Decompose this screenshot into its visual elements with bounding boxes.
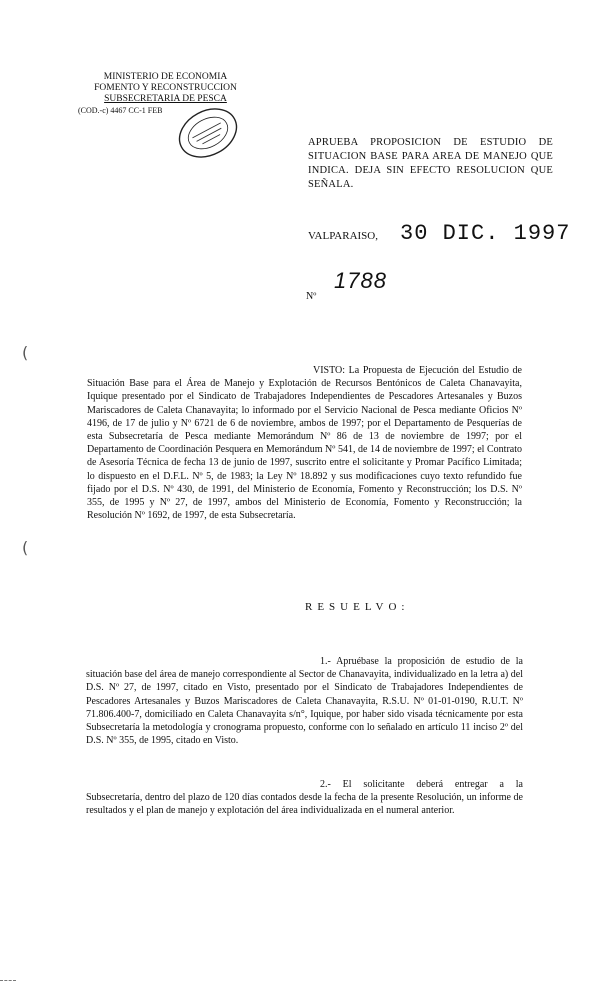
resolution-subject: APRUEBA PROPOSICION DE ESTUDIO DE SITUACION BASE PARA AREA DE MANEJO QUE INDICA. DEJA SIN EFECTO RESOLUCION QUE SEÑALA. [308, 137, 553, 190]
punch-hole-mark-1: ( [22, 343, 29, 362]
resuelvo-heading: RESUELVO: [305, 601, 410, 613]
visto-paragraph: VISTO: La Propuesta de Ejecución del Estudio de Situación Base para el Área de Manejo y Explotación de Recursos Bentónicos de Caleta Chanavayita, Iquique presentado por el Sindicato de Trabajadores Independientes de Pescadores Artesanales y Buzos Mariscadores de Caleta Chanavayita; lo informado por el Servicio Nacional de Pesca mediante Oficios Nº 4196, de 17 de julio y Nº 6721 de 6 de noviembre, ambos de 1997; por el Departamento de Pesquerías de esta Subsecretaría de Pesca mediante Memorándum Nº 86 de 13 de noviembre de 1997; por el Departamento de Coordinación Pesquera en Memorándum Nº 541, de 14 de noviembre de 1997; el Contrato de Asesoría Técnica de fecha 13 de junio de 1997, suscrito entre el solicitante y Promar Pacífico Limitada; lo dispuesto en el D.F.L. Nº 5, de 1983; la Ley Nº 18.892 y sus modificaciones cuyo texto refundido fue fijado por el D.S. Nº 430, de 1991, del Ministerio de Economía, Fomento y Reconstrucción; los D.S. Nº 355, de 1995 y Nº 27, de 1997, ambos del Ministerio de Economía, Fomento y Reconstrucción; la Resolución Nº 1692, de 1997, de esta Subsecretaría. [87, 365, 522, 522]
header-line-4: (COD.-c) 4467 CC-1 FEB [78, 106, 163, 115]
resolution-number: 1788 [334, 268, 387, 293]
resolution-date: 30 DIC. 1997 [400, 221, 571, 246]
place-label: VALPARAISO, [308, 230, 378, 242]
header-line-3: SUBSECRETARIA DE PESCA [104, 94, 227, 104]
header-line-1: MINISTERIO DE ECONOMIA [103, 72, 228, 82]
article-2-paragraph: 2.- El solicitante deberá entregar a la Subsecretaría, dentro del plazo de 120 días contados desde la fecha de la presente Resolución, un informe de resultados y el plan de manejo y explotación del área individualizada en el numeral anterior. [86, 779, 523, 817]
scan-edge-line [0, 980, 16, 982]
number-label: Nº [306, 291, 317, 302]
punch-hole-mark-2: ( [22, 538, 29, 557]
official-stamp-icon [168, 102, 248, 164]
article-1-paragraph: 1.- Apruébase la proposición de estudio de la situación base del área de manejo correspondiente al Sector de Chanavayita, individualizado en la letra a) del D.S. Nº 27, de 1997, citado en Visto, presentado por el Sindicato de Trabajadores Independientes de Pescadores Artesanales y Buzos Mariscadores de Caleta Chanavayita, R.S.U. Nº 01-01-0190, R.U.T. Nº 71.806.400-7, domiciliado en Caleta Chanavayita s/n°, Iquique, por haber sido visada técnicamente por esta Subsecretaría la metodología y cronograma propuesto, conforme con lo señalado en artículo 11 inciso 2º del D.S. Nº 355, de 1995, citado en Visto. [86, 656, 523, 747]
header-line-2: FOMENTO Y RECONSTRUCCION [94, 83, 237, 93]
